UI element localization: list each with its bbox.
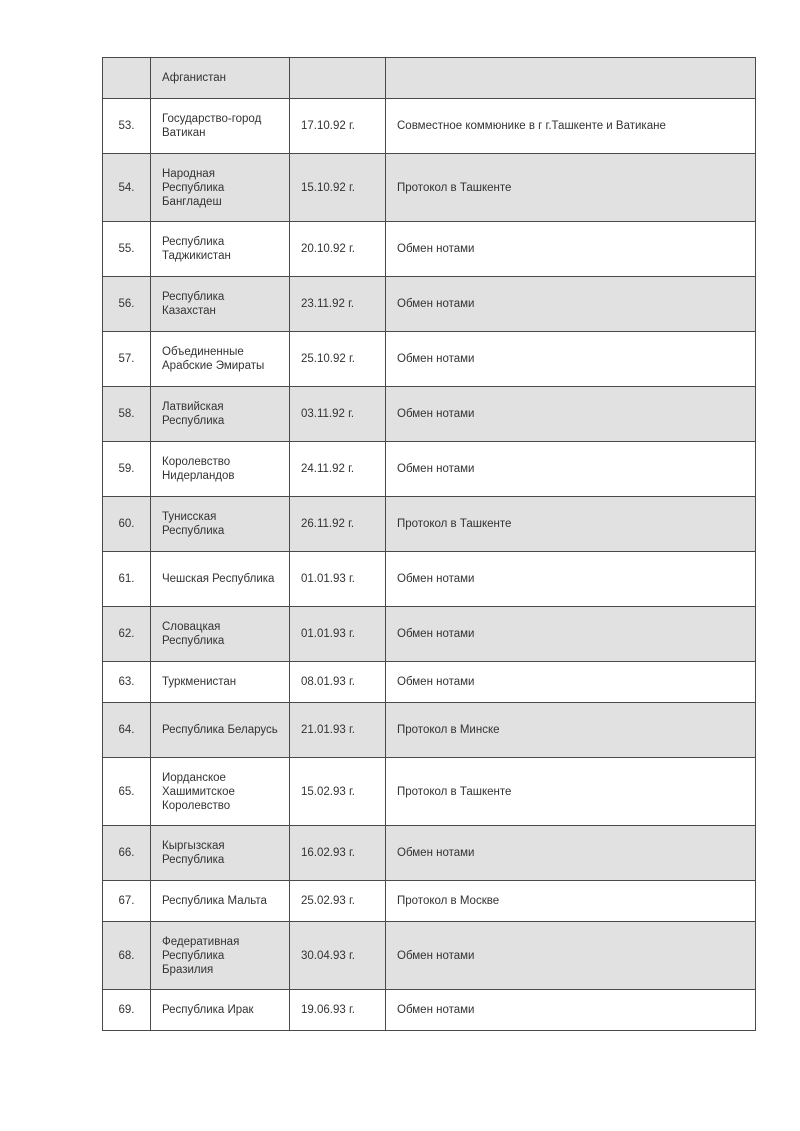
country-name: Туркменистан [151,662,290,703]
country-name: Королевство Нидерландов [151,442,290,497]
document-cell: Протокол в Ташкенте [386,154,756,222]
table-row [103,990,756,1031]
document-cell: Обмен нотами [386,607,756,662]
document-cell: Обмен нотами [386,277,756,332]
country-name: Словацкая Республика [151,607,290,662]
document-cell: Обмен нотами [386,662,756,703]
document-cell: Обмен нотами [386,922,756,990]
country-name: Иорданское Хашимитское Королевство [151,758,290,826]
row-number: 63. [103,662,151,703]
date-cell: 01.01.93 г. [290,607,386,662]
date-cell: 23.11.92 г. [290,277,386,332]
row-number: 54. [103,154,151,222]
document-cell: Протокол в Ташкенте [386,758,756,826]
date-cell: 15.10.92 г. [290,154,386,222]
table-row [103,497,756,552]
document-cell: Протокол в Ташкенте [386,497,756,552]
date-cell [290,58,386,99]
date-cell: 17.10.92 г. [290,99,386,154]
relations-table [102,57,756,1031]
country-name: Республика Ирак [151,990,290,1031]
table-row [103,922,756,990]
table-row [103,154,756,222]
document-cell [386,58,756,99]
row-number: 57. [103,332,151,387]
row-number: 58. [103,387,151,442]
country-name: Республика Беларусь [151,703,290,758]
document-cell: Протокол в Минске [386,703,756,758]
country-name: Чешская Республика [151,552,290,607]
document-cell: Обмен нотами [386,387,756,442]
country-name: Федеративная Республика Бразилия [151,922,290,990]
row-number: 61. [103,552,151,607]
date-cell: 21.01.93 г. [290,703,386,758]
country-name: Тунисская Республика [151,497,290,552]
country-name: Народная Республика Бангладеш [151,154,290,222]
table-row [103,758,756,826]
country-name: Республика Таджикистан [151,222,290,277]
row-number [103,58,151,99]
date-cell: 20.10.92 г. [290,222,386,277]
row-number: 56. [103,277,151,332]
row-number: 67. [103,881,151,922]
table-row [103,58,756,99]
country-name: Кыргызская Республика [151,826,290,881]
table-row [103,826,756,881]
document-cell: Протокол в Москве [386,881,756,922]
document-cell: Обмен нотами [386,442,756,497]
country-name: Республика Казахстан [151,277,290,332]
row-number: 64. [103,703,151,758]
document-cell: Совместное коммюнике в г г.Ташкенте и Ватикане [386,99,756,154]
date-cell: 03.11.92 г. [290,387,386,442]
table-row [103,332,756,387]
row-number: 68. [103,922,151,990]
table-row [103,607,756,662]
table-row [103,222,756,277]
date-cell: 15.02.93 г. [290,758,386,826]
table-row [103,387,756,442]
date-cell: 24.11.92 г. [290,442,386,497]
document-cell: Обмен нотами [386,990,756,1031]
row-number: 59. [103,442,151,497]
table-row [103,881,756,922]
country-name: Республика Мальта [151,881,290,922]
date-cell: 30.04.93 г. [290,922,386,990]
row-number: 69. [103,990,151,1031]
date-cell: 26.11.92 г. [290,497,386,552]
country-name: Объединенные Арабские Эмираты [151,332,290,387]
table-row [103,703,756,758]
row-number: 66. [103,826,151,881]
table-row [103,442,756,497]
table-body [103,58,756,1031]
date-cell: 25.10.92 г. [290,332,386,387]
document-cell: Обмен нотами [386,552,756,607]
table-row [103,99,756,154]
table-row [103,277,756,332]
row-number: 55. [103,222,151,277]
document-cell: Обмен нотами [386,222,756,277]
row-number: 65. [103,758,151,826]
date-cell: 25.02.93 г. [290,881,386,922]
row-number: 53. [103,99,151,154]
row-number: 62. [103,607,151,662]
country-name: Латвийская Республика [151,387,290,442]
table-row [103,552,756,607]
document-cell: Обмен нотами [386,332,756,387]
date-cell: 01.01.93 г. [290,552,386,607]
date-cell: 16.02.93 г. [290,826,386,881]
country-name: Афганистан [151,58,290,99]
document-cell: Обмен нотами [386,826,756,881]
row-number: 60. [103,497,151,552]
country-name: Государство-город Ватикан [151,99,290,154]
date-cell: 19.06.93 г. [290,990,386,1031]
table-row [103,662,756,703]
date-cell: 08.01.93 г. [290,662,386,703]
